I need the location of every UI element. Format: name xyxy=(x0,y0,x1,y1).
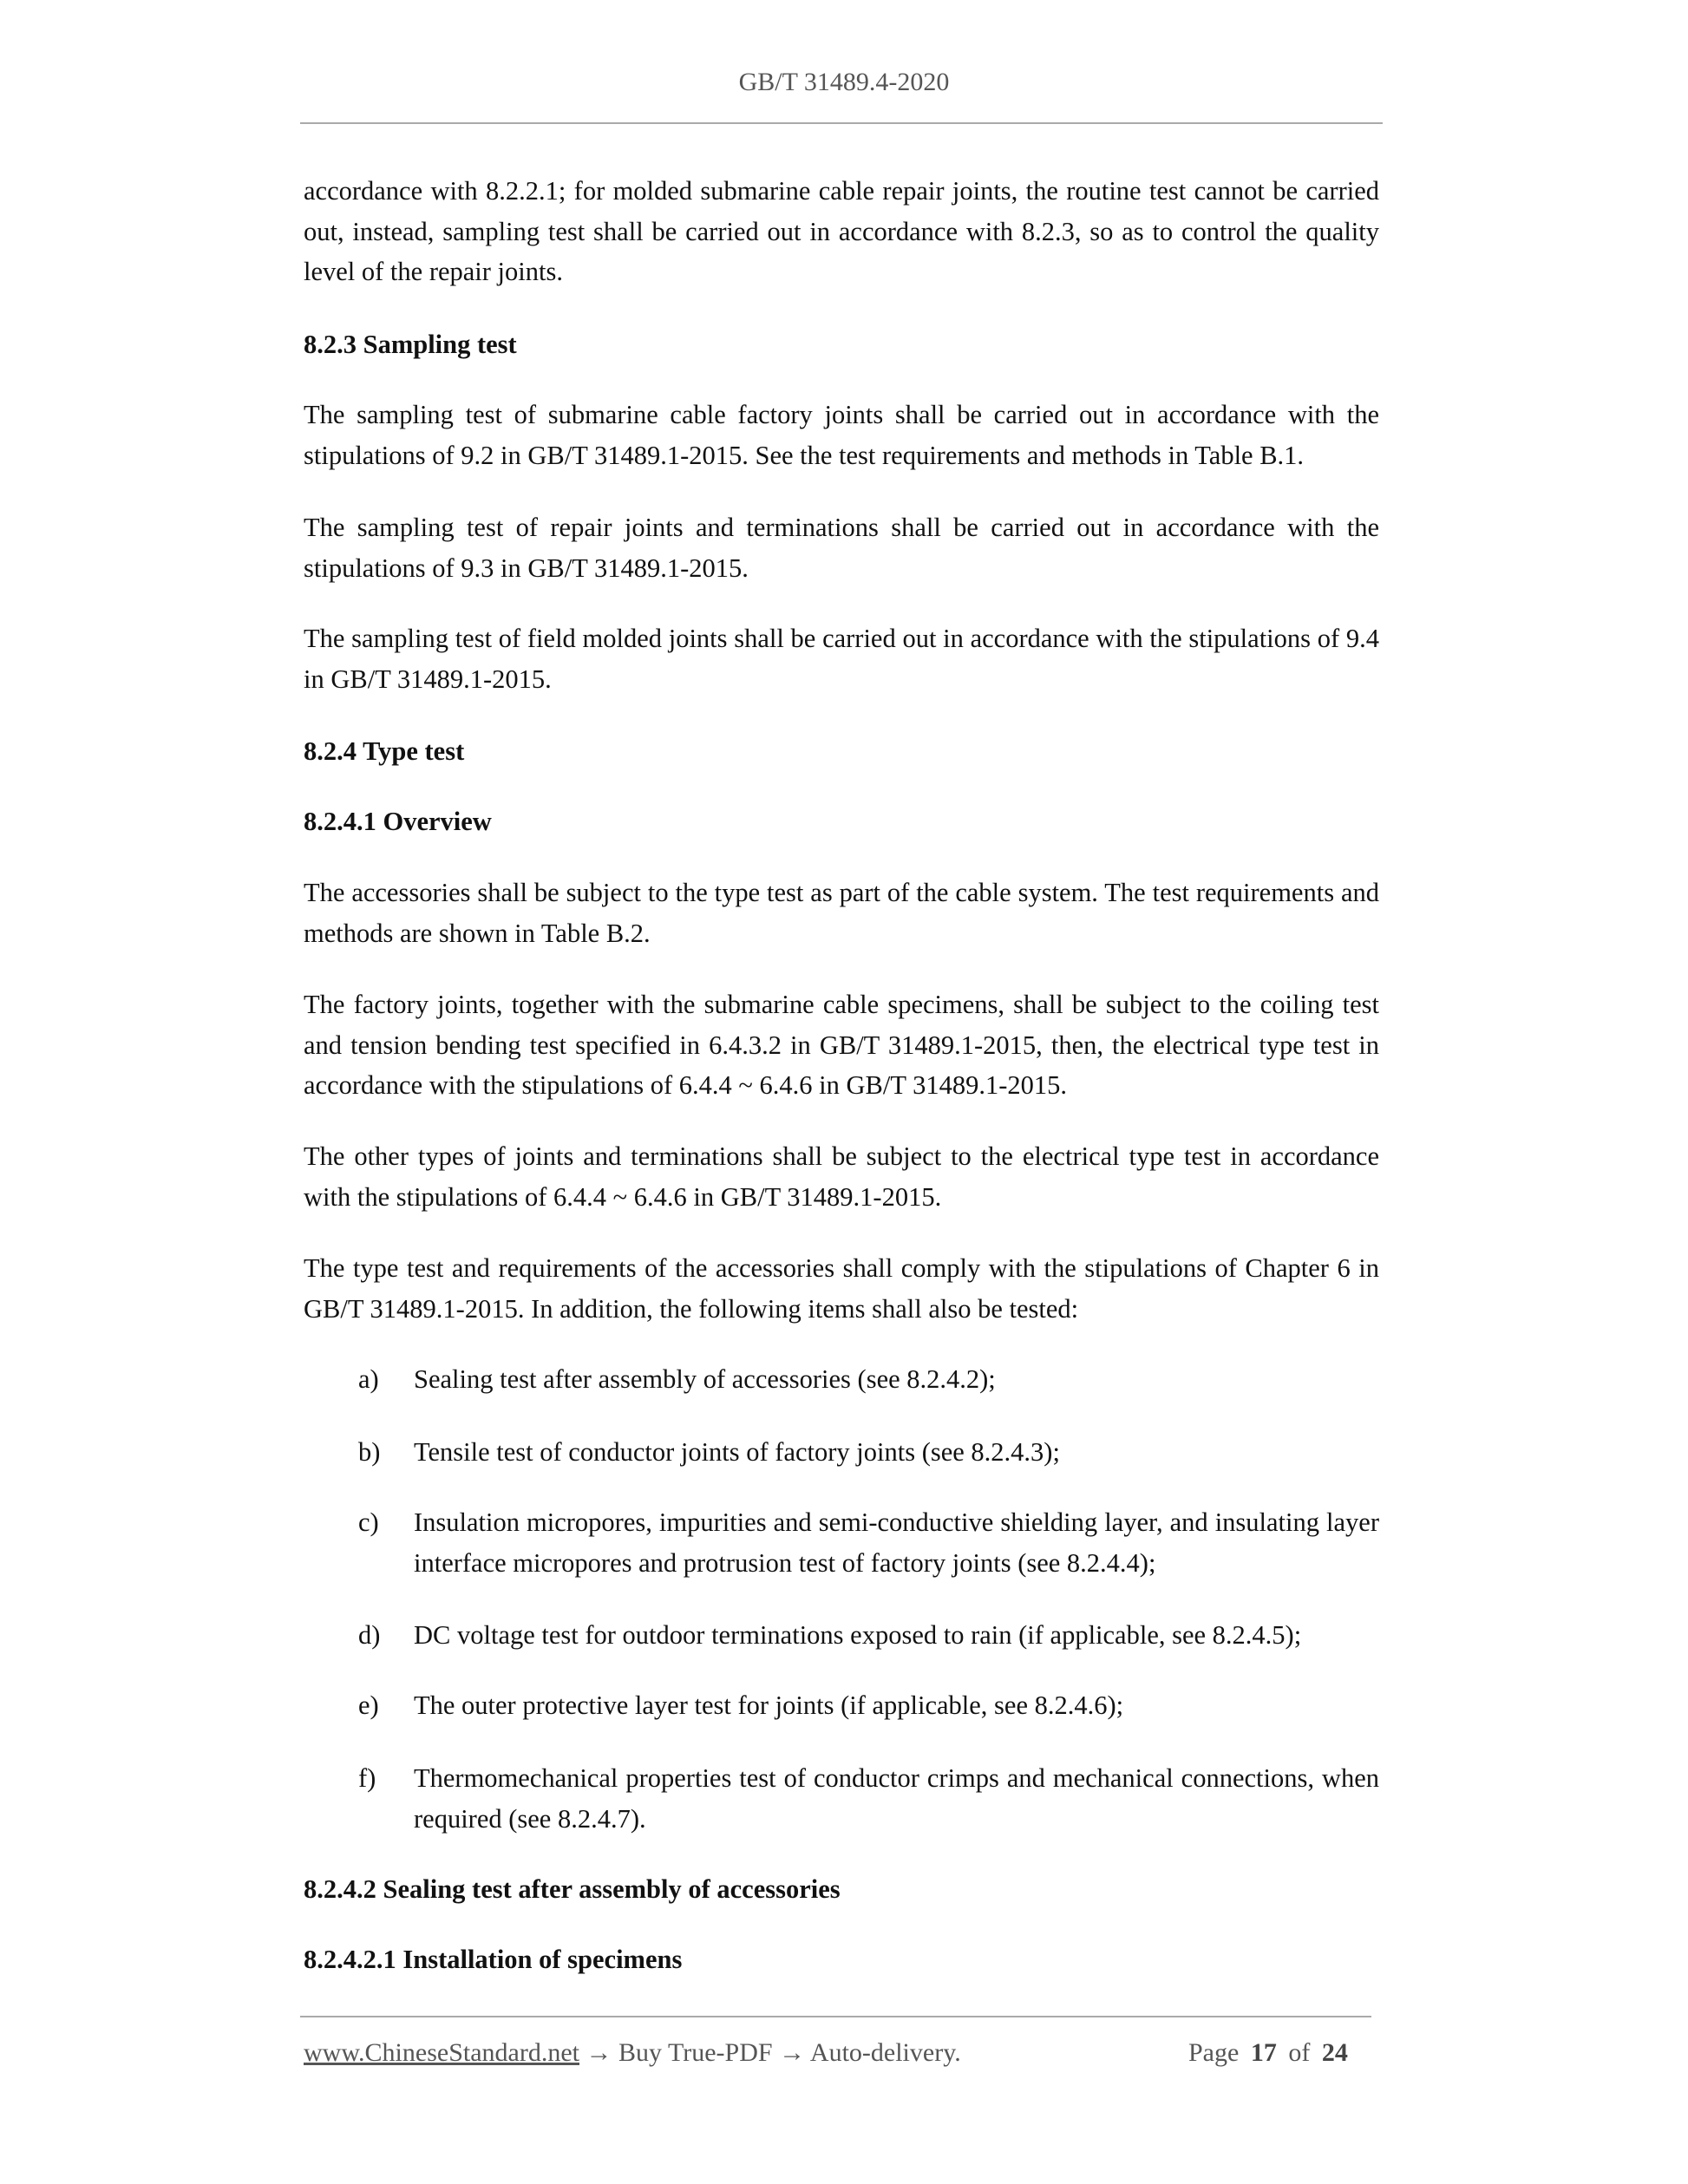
paragraph: The sampling test of repair joints and terminations shall be carried out in accordance with the stipulations of 9.3 in GB/T 31489.1-2015. xyxy=(304,513,1379,583)
header-divider xyxy=(300,122,1383,124)
footer-divider xyxy=(300,2016,1371,2017)
current-page: 17 xyxy=(1250,2038,1277,2067)
of-word: of xyxy=(1288,2038,1311,2067)
section-heading-8-2-4-2: 8.2.4.2 Sealing test after assembly of accessories xyxy=(304,1874,841,1904)
list-text: Tensile test of conductor joints of factory joints (see 8.2.4.3); xyxy=(414,1437,1060,1467)
total-pages: 24 xyxy=(1321,2038,1348,2067)
page-number xyxy=(1188,2038,1348,2068)
list-item xyxy=(358,1502,1379,1583)
paragraph: The sampling test of submarine cable factory joints shall be carried out in accordance with the stipulations of 9.2 in GB/T 31489.1-2015. See the test requirements and methods in Table B.1. xyxy=(304,400,1379,470)
paragraph: The type test and requirements of the accessories shall comply with the stipulations of Chapter 6 in GB/T 31489.1-2015. In addition, the following items shall also be tested: xyxy=(304,1253,1379,1324)
list-label: d) xyxy=(358,1620,381,1650)
list-label: a) xyxy=(358,1364,379,1394)
footer-promo xyxy=(304,2038,961,2068)
list-text: Insulation micropores, impurities and semi-conductive shielding layer, and insulating layer interface micropores and protrusion test of factory joints (see 8.2.4.4); xyxy=(414,1507,1379,1578)
section-heading-8-2-4-2-1: 8.2.4.2.1 Installation of specimens xyxy=(304,1945,683,1974)
document-header: GB/T 31489.4-2020 xyxy=(738,68,950,96)
section-heading-8-2-3: 8.2.3 Sampling test xyxy=(304,330,517,359)
section-heading-8-2-4-1: 8.2.4.1 Overview xyxy=(304,807,492,836)
list-text: Sealing test after assembly of accessories (see 8.2.4.2); xyxy=(414,1364,996,1394)
page-word: Page xyxy=(1188,2038,1240,2067)
list-label: e) xyxy=(358,1690,379,1720)
website-link[interactable]: www.ChineseStandard.net xyxy=(304,2038,579,2067)
paragraph: The sampling test of field molded joints shall be carried out in accordance with the stipulations of 9.4 in GB/T 31489.1-2015. xyxy=(304,624,1379,694)
paragraph: The accessories shall be subject to the type test as part of the cable system. The test requirements and methods are shown in Table B.2. xyxy=(304,878,1379,948)
footer-promo-text: → Buy True-PDF → Auto-delivery. xyxy=(579,2038,961,2067)
list-item xyxy=(358,1758,1379,1839)
list-item xyxy=(358,1359,1379,1400)
list-label: b) xyxy=(358,1437,381,1467)
paragraph: The factory joints, together with the submarine cable specimens, shall be subject to the coiling test and tension bending test specified in 6.4.3.2 in GB/T 31489.1-2015, then, the electrical type test in accordance with the stipulations of 6.4.4 ~ 6.4.6 in GB/T 31489.1-2015. xyxy=(304,990,1379,1100)
list-item xyxy=(358,1685,1379,1726)
paragraph: The other types of joints and terminations shall be subject to the electrical type test in accordance with the stipulations of 6.4.4 ~ 6.4.6 in GB/T 31489.1-2015. xyxy=(304,1141,1379,1212)
list-item xyxy=(358,1615,1379,1656)
list-text: DC voltage test for outdoor terminations exposed to rain (if applicable, see 8.2.4.5); xyxy=(414,1620,1302,1650)
list-item xyxy=(358,1432,1379,1473)
list-text: The outer protective layer test for joints (if applicable, see 8.2.4.6); xyxy=(414,1690,1124,1720)
paragraph: accordance with 8.2.2.1; for molded submarine cable repair joints, the routine test cannot be carried out, instead, sampling test shall be carried out in accordance with 8.2.3, so as to control the quality level of the repair joints. xyxy=(304,176,1379,286)
list-text: Thermomechanical properties test of conductor crimps and mechanical connections, when required (see 8.2.4.7). xyxy=(414,1763,1379,1834)
list-label: c) xyxy=(358,1507,379,1537)
list-label: f) xyxy=(358,1763,376,1793)
section-heading-8-2-4: 8.2.4 Type test xyxy=(304,736,465,766)
